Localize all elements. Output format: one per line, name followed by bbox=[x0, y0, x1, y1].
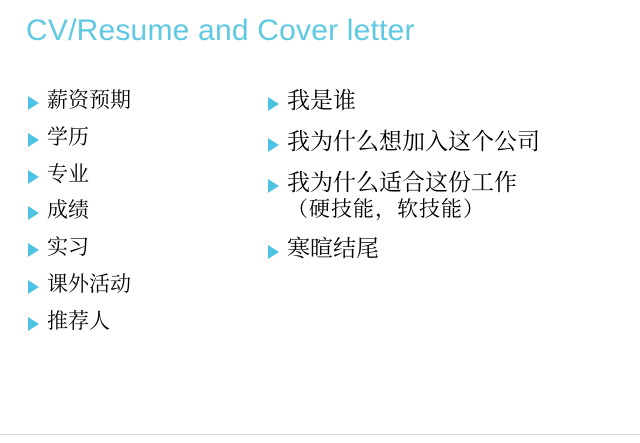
list-item-text: 我为什么想加入这个公司 bbox=[287, 129, 540, 156]
list-item-label bbox=[287, 129, 540, 156]
list-item-label bbox=[287, 88, 356, 115]
list-item-subtext: （硬技能，软技能） bbox=[287, 197, 485, 222]
left-bullet-list bbox=[28, 88, 278, 345]
list-item-label: 专业 bbox=[47, 161, 89, 186]
triangle-bullet-icon bbox=[28, 133, 39, 147]
triangle-bullet-icon bbox=[268, 138, 279, 152]
triangle-bullet-icon bbox=[28, 243, 39, 257]
list-item-label: 薪资预期 bbox=[47, 88, 131, 112]
list-item-label: 课外活动 bbox=[47, 271, 131, 296]
right-bullet-list bbox=[268, 88, 640, 277]
list-item bbox=[28, 272, 278, 297]
list-item bbox=[28, 235, 278, 260]
list-item bbox=[28, 88, 278, 113]
list-item-label: 学历 bbox=[47, 124, 89, 149]
list-item-text: 我是谁 bbox=[287, 88, 356, 114]
triangle-bullet-icon bbox=[268, 97, 279, 111]
list-item-label bbox=[287, 170, 517, 222]
list-item-text: 寒暄结尾 bbox=[287, 236, 379, 263]
footer-divider bbox=[0, 434, 640, 435]
list-item-label: 成绩 bbox=[47, 198, 89, 223]
list-item bbox=[28, 309, 278, 334]
triangle-bullet-icon bbox=[268, 179, 279, 193]
list-item bbox=[28, 162, 278, 187]
triangle-bullet-icon bbox=[28, 170, 39, 184]
triangle-bullet-icon bbox=[28, 96, 39, 110]
list-item-label: 推荐人 bbox=[47, 308, 110, 333]
list-item bbox=[268, 129, 640, 156]
page-title: CV/Resume and Cover letter bbox=[26, 14, 415, 47]
list-item bbox=[268, 170, 640, 222]
triangle-bullet-icon bbox=[268, 245, 279, 259]
list-item bbox=[28, 125, 278, 150]
triangle-bullet-icon bbox=[28, 317, 39, 331]
list-item-text: 我为什么适合这份工作 bbox=[287, 170, 517, 197]
list-item-label: 实习 bbox=[47, 235, 89, 260]
list-item bbox=[28, 198, 278, 223]
list-item-label bbox=[287, 236, 379, 263]
triangle-bullet-icon bbox=[28, 206, 39, 220]
list-item bbox=[268, 88, 640, 115]
list-item bbox=[268, 236, 640, 263]
triangle-bullet-icon bbox=[28, 280, 39, 294]
